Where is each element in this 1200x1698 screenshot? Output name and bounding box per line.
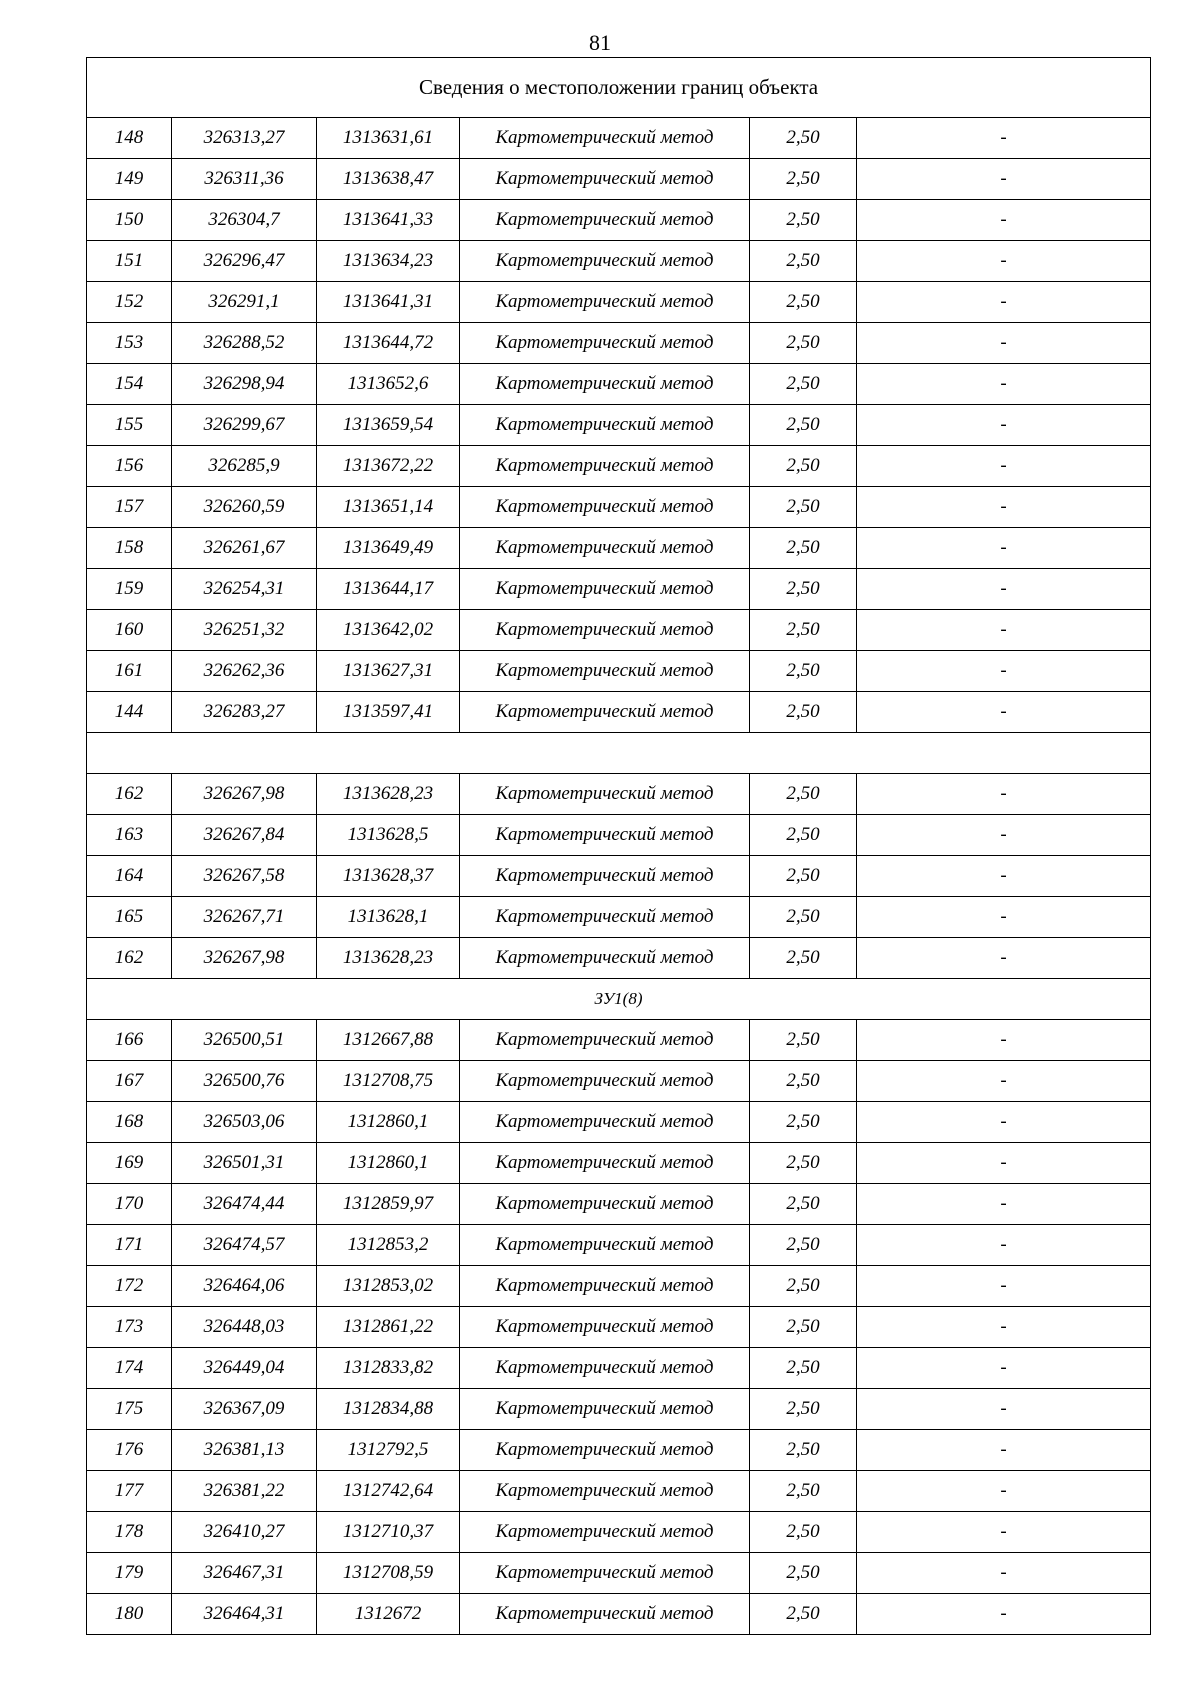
x-coordinate-cell: 326267,71: [172, 897, 317, 938]
accuracy-cell: 2,50: [750, 569, 857, 610]
method-cell: Картометрический метод: [460, 1594, 750, 1635]
point-number-cell: 170: [87, 1184, 172, 1225]
method-cell: Картометрический метод: [460, 1348, 750, 1389]
description-cell: -: [857, 1143, 1151, 1184]
x-coordinate-cell: 326260,59: [172, 487, 317, 528]
point-number-cell: 173: [87, 1307, 172, 1348]
method-cell: Картометрический метод: [460, 938, 750, 979]
accuracy-cell: 2,50: [750, 1061, 857, 1102]
method-cell: Картометрический метод: [460, 692, 750, 733]
table-row: [87, 241, 1151, 282]
table-row: [87, 200, 1151, 241]
x-coordinate-cell: 326467,31: [172, 1553, 317, 1594]
y-coordinate-cell: 1313641,31: [317, 282, 460, 323]
point-number-cell: 174: [87, 1348, 172, 1389]
x-coordinate-cell: 326267,84: [172, 815, 317, 856]
point-number-cell: 149: [87, 159, 172, 200]
y-coordinate-cell: 1312853,2: [317, 1225, 460, 1266]
table-row: [87, 282, 1151, 323]
method-cell: Картометрический метод: [460, 651, 750, 692]
x-coordinate-cell: 326262,36: [172, 651, 317, 692]
method-cell: Картометрический метод: [460, 815, 750, 856]
table-row: [87, 1307, 1151, 1348]
table-row: [87, 815, 1151, 856]
method-cell: Картометрический метод: [460, 159, 750, 200]
point-number-cell: 161: [87, 651, 172, 692]
accuracy-cell: 2,50: [750, 651, 857, 692]
point-number-cell: 176: [87, 1430, 172, 1471]
point-number-cell: 179: [87, 1553, 172, 1594]
x-coordinate-cell: 326251,32: [172, 610, 317, 651]
table-title: Сведения о местоположении границ объекта: [87, 58, 1151, 118]
accuracy-cell: 2,50: [750, 1512, 857, 1553]
method-cell: Картометрический метод: [460, 1512, 750, 1553]
accuracy-cell: 2,50: [750, 241, 857, 282]
x-coordinate-cell: 326500,51: [172, 1020, 317, 1061]
table-body: [87, 118, 1151, 1635]
point-number-cell: 167: [87, 1061, 172, 1102]
table-row: [87, 651, 1151, 692]
table-row: [87, 569, 1151, 610]
table-row: [87, 692, 1151, 733]
point-number-cell: 164: [87, 856, 172, 897]
y-coordinate-cell: 1313627,31: [317, 651, 460, 692]
description-cell: -: [857, 487, 1151, 528]
accuracy-cell: 2,50: [750, 1471, 857, 1512]
point-number-cell: 178: [87, 1512, 172, 1553]
x-coordinate-cell: 326267,58: [172, 856, 317, 897]
y-coordinate-cell: 1313631,61: [317, 118, 460, 159]
point-number-cell: 162: [87, 938, 172, 979]
y-coordinate-cell: 1313672,22: [317, 446, 460, 487]
description-cell: -: [857, 938, 1151, 979]
point-number-cell: 169: [87, 1143, 172, 1184]
table-row: [87, 897, 1151, 938]
x-coordinate-cell: 326267,98: [172, 774, 317, 815]
y-coordinate-cell: 1312708,75: [317, 1061, 460, 1102]
accuracy-cell: 2,50: [750, 1266, 857, 1307]
method-cell: Картометрический метод: [460, 323, 750, 364]
accuracy-cell: 2,50: [750, 692, 857, 733]
point-number-cell: 168: [87, 1102, 172, 1143]
accuracy-cell: 2,50: [750, 1307, 857, 1348]
description-cell: -: [857, 446, 1151, 487]
method-cell: Картометрический метод: [460, 1266, 750, 1307]
accuracy-cell: 2,50: [750, 1184, 857, 1225]
x-coordinate-cell: 326254,31: [172, 569, 317, 610]
table-row: [87, 1348, 1151, 1389]
accuracy-cell: 2,50: [750, 118, 857, 159]
x-coordinate-cell: 326474,57: [172, 1225, 317, 1266]
accuracy-cell: 2,50: [750, 200, 857, 241]
point-number-cell: 152: [87, 282, 172, 323]
table-row: [87, 487, 1151, 528]
x-coordinate-cell: 326313,27: [172, 118, 317, 159]
y-coordinate-cell: 1313642,02: [317, 610, 460, 651]
accuracy-cell: 2,50: [750, 1553, 857, 1594]
x-coordinate-cell: 326381,13: [172, 1430, 317, 1471]
table-row: [87, 1143, 1151, 1184]
accuracy-cell: 2,50: [750, 323, 857, 364]
description-cell: -: [857, 1266, 1151, 1307]
table-row: [87, 528, 1151, 569]
y-coordinate-cell: 1313649,49: [317, 528, 460, 569]
description-cell: -: [857, 282, 1151, 323]
method-cell: Картометрический метод: [460, 487, 750, 528]
table-row: [87, 1061, 1151, 1102]
point-number-cell: 157: [87, 487, 172, 528]
x-coordinate-cell: 326501,31: [172, 1143, 317, 1184]
accuracy-cell: 2,50: [750, 1143, 857, 1184]
description-cell: -: [857, 692, 1151, 733]
table-row: [87, 1430, 1151, 1471]
point-number-cell: 150: [87, 200, 172, 241]
point-number-cell: 160: [87, 610, 172, 651]
x-coordinate-cell: 326449,04: [172, 1348, 317, 1389]
method-cell: Картометрический метод: [460, 282, 750, 323]
accuracy-cell: 2,50: [750, 610, 857, 651]
description-cell: -: [857, 364, 1151, 405]
y-coordinate-cell: 1313644,17: [317, 569, 460, 610]
table-row: [87, 1471, 1151, 1512]
description-cell: -: [857, 1594, 1151, 1635]
method-cell: Картометрический метод: [460, 1471, 750, 1512]
table-row: [87, 1512, 1151, 1553]
section-heading: ЗУ1(8): [87, 979, 1151, 1020]
method-cell: Картометрический метод: [460, 1143, 750, 1184]
y-coordinate-cell: 1312859,97: [317, 1184, 460, 1225]
description-cell: -: [857, 1348, 1151, 1389]
y-coordinate-cell: 1313641,33: [317, 200, 460, 241]
y-coordinate-cell: 1313628,1: [317, 897, 460, 938]
point-number-cell: 159: [87, 569, 172, 610]
description-cell: -: [857, 1512, 1151, 1553]
x-coordinate-cell: 326464,06: [172, 1266, 317, 1307]
method-cell: Картометрический метод: [460, 241, 750, 282]
method-cell: Картометрический метод: [460, 405, 750, 446]
method-cell: Картометрический метод: [460, 569, 750, 610]
y-coordinate-cell: 1312853,02: [317, 1266, 460, 1307]
x-coordinate-cell: 326299,67: [172, 405, 317, 446]
description-cell: -: [857, 815, 1151, 856]
description-cell: -: [857, 651, 1151, 692]
y-coordinate-cell: 1312708,59: [317, 1553, 460, 1594]
x-coordinate-cell: 326304,7: [172, 200, 317, 241]
y-coordinate-cell: 1313597,41: [317, 692, 460, 733]
method-cell: Картометрический метод: [460, 528, 750, 569]
method-cell: Картометрический метод: [460, 1553, 750, 1594]
method-cell: Картометрический метод: [460, 856, 750, 897]
y-coordinate-cell: 1312860,1: [317, 1143, 460, 1184]
point-number-cell: 175: [87, 1389, 172, 1430]
accuracy-cell: 2,50: [750, 856, 857, 897]
table-row: [87, 774, 1151, 815]
y-coordinate-cell: 1313638,47: [317, 159, 460, 200]
point-number-cell: 163: [87, 815, 172, 856]
accuracy-cell: 2,50: [750, 815, 857, 856]
point-number-cell: 177: [87, 1471, 172, 1512]
table-row: [87, 1225, 1151, 1266]
x-coordinate-cell: 326503,06: [172, 1102, 317, 1143]
point-number-cell: 162: [87, 774, 172, 815]
description-cell: -: [857, 159, 1151, 200]
point-number-cell: 165: [87, 897, 172, 938]
description-cell: -: [857, 856, 1151, 897]
y-coordinate-cell: 1312672: [317, 1594, 460, 1635]
description-cell: -: [857, 323, 1151, 364]
point-number-cell: 151: [87, 241, 172, 282]
description-cell: -: [857, 118, 1151, 159]
method-cell: Картометрический метод: [460, 610, 750, 651]
method-cell: Картометрический метод: [460, 1430, 750, 1471]
accuracy-cell: 2,50: [750, 1102, 857, 1143]
table-row: [87, 1020, 1151, 1061]
x-coordinate-cell: 326298,94: [172, 364, 317, 405]
table-row: [87, 364, 1151, 405]
table-row: [87, 159, 1151, 200]
x-coordinate-cell: 326448,03: [172, 1307, 317, 1348]
accuracy-cell: 2,50: [750, 938, 857, 979]
table-row: [87, 1594, 1151, 1635]
description-cell: -: [857, 1471, 1151, 1512]
y-coordinate-cell: 1313651,14: [317, 487, 460, 528]
y-coordinate-cell: 1313634,23: [317, 241, 460, 282]
method-cell: Картометрический метод: [460, 1389, 750, 1430]
x-coordinate-cell: 326283,27: [172, 692, 317, 733]
table-row: [87, 446, 1151, 487]
y-coordinate-cell: 1313628,5: [317, 815, 460, 856]
x-coordinate-cell: 326410,27: [172, 1512, 317, 1553]
description-cell: -: [857, 200, 1151, 241]
accuracy-cell: 2,50: [750, 364, 857, 405]
method-cell: Картометрический метод: [460, 1225, 750, 1266]
table-row: [87, 856, 1151, 897]
table-row: [87, 118, 1151, 159]
x-coordinate-cell: 326500,76: [172, 1061, 317, 1102]
x-coordinate-cell: 326261,67: [172, 528, 317, 569]
point-number-cell: 154: [87, 364, 172, 405]
description-cell: -: [857, 1307, 1151, 1348]
table-row: [87, 1389, 1151, 1430]
description-cell: -: [857, 610, 1151, 651]
method-cell: Картометрический метод: [460, 774, 750, 815]
description-cell: -: [857, 405, 1151, 446]
y-coordinate-cell: 1313628,23: [317, 774, 460, 815]
description-cell: -: [857, 897, 1151, 938]
table-row: [87, 323, 1151, 364]
section-heading: [87, 733, 1151, 774]
y-coordinate-cell: 1313652,6: [317, 364, 460, 405]
accuracy-cell: 2,50: [750, 159, 857, 200]
method-cell: Картометрический метод: [460, 1307, 750, 1348]
accuracy-cell: 2,50: [750, 1430, 857, 1471]
x-coordinate-cell: 326381,22: [172, 1471, 317, 1512]
method-cell: Картометрический метод: [460, 897, 750, 938]
page-number: 81: [589, 30, 611, 55]
accuracy-cell: 2,50: [750, 528, 857, 569]
accuracy-cell: 2,50: [750, 897, 857, 938]
x-coordinate-cell: 326311,36: [172, 159, 317, 200]
y-coordinate-cell: 1312742,64: [317, 1471, 460, 1512]
description-cell: -: [857, 774, 1151, 815]
table-title-row: [87, 58, 1151, 118]
boundary-coordinates-table: [86, 57, 1151, 1635]
y-coordinate-cell: 1313628,23: [317, 938, 460, 979]
x-coordinate-cell: 326464,31: [172, 1594, 317, 1635]
point-number-cell: 144: [87, 692, 172, 733]
point-number-cell: 180: [87, 1594, 172, 1635]
description-cell: -: [857, 1061, 1151, 1102]
accuracy-cell: 2,50: [750, 774, 857, 815]
description-cell: -: [857, 1184, 1151, 1225]
x-coordinate-cell: 326367,09: [172, 1389, 317, 1430]
description-cell: -: [857, 1020, 1151, 1061]
y-coordinate-cell: 1312667,88: [317, 1020, 460, 1061]
description-cell: -: [857, 241, 1151, 282]
table-row: [87, 938, 1151, 979]
point-number-cell: 171: [87, 1225, 172, 1266]
x-coordinate-cell: 326474,44: [172, 1184, 317, 1225]
point-number-cell: 148: [87, 118, 172, 159]
accuracy-cell: 2,50: [750, 1594, 857, 1635]
accuracy-cell: 2,50: [750, 1020, 857, 1061]
description-cell: -: [857, 1102, 1151, 1143]
point-number-cell: 158: [87, 528, 172, 569]
table-row: [87, 1184, 1151, 1225]
x-coordinate-cell: 326291,1: [172, 282, 317, 323]
method-cell: Картометрический метод: [460, 200, 750, 241]
description-cell: -: [857, 528, 1151, 569]
method-cell: Картометрический метод: [460, 446, 750, 487]
table-row: [87, 405, 1151, 446]
y-coordinate-cell: 1313644,72: [317, 323, 460, 364]
y-coordinate-cell: 1312861,22: [317, 1307, 460, 1348]
y-coordinate-cell: 1313659,54: [317, 405, 460, 446]
point-number-cell: 155: [87, 405, 172, 446]
table-row: [87, 1266, 1151, 1307]
accuracy-cell: 2,50: [750, 1389, 857, 1430]
accuracy-cell: 2,50: [750, 282, 857, 323]
method-cell: Картометрический метод: [460, 1061, 750, 1102]
x-coordinate-cell: 326296,47: [172, 241, 317, 282]
method-cell: Картометрический метод: [460, 1020, 750, 1061]
section-heading-row: [87, 979, 1151, 1020]
table-row: [87, 1102, 1151, 1143]
accuracy-cell: 2,50: [750, 405, 857, 446]
y-coordinate-cell: 1312833,82: [317, 1348, 460, 1389]
description-cell: -: [857, 569, 1151, 610]
accuracy-cell: 2,50: [750, 1225, 857, 1266]
point-number-cell: 153: [87, 323, 172, 364]
table-row: [87, 610, 1151, 651]
point-number-cell: 172: [87, 1266, 172, 1307]
method-cell: Картометрический метод: [460, 364, 750, 405]
accuracy-cell: 2,50: [750, 487, 857, 528]
point-number-cell: 166: [87, 1020, 172, 1061]
description-cell: -: [857, 1225, 1151, 1266]
table-row: [87, 1553, 1151, 1594]
description-cell: -: [857, 1389, 1151, 1430]
point-number-cell: 156: [87, 446, 172, 487]
x-coordinate-cell: 326288,52: [172, 323, 317, 364]
y-coordinate-cell: 1313628,37: [317, 856, 460, 897]
description-cell: -: [857, 1430, 1151, 1471]
y-coordinate-cell: 1312860,1: [317, 1102, 460, 1143]
x-coordinate-cell: 326285,9: [172, 446, 317, 487]
x-coordinate-cell: 326267,98: [172, 938, 317, 979]
description-cell: -: [857, 1553, 1151, 1594]
y-coordinate-cell: 1312710,37: [317, 1512, 460, 1553]
accuracy-cell: 2,50: [750, 446, 857, 487]
method-cell: Картометрический метод: [460, 1184, 750, 1225]
y-coordinate-cell: 1312792,5: [317, 1430, 460, 1471]
accuracy-cell: 2,50: [750, 1348, 857, 1389]
method-cell: Картометрический метод: [460, 1102, 750, 1143]
section-heading-row: [87, 733, 1151, 774]
y-coordinate-cell: 1312834,88: [317, 1389, 460, 1430]
method-cell: Картометрический метод: [460, 118, 750, 159]
